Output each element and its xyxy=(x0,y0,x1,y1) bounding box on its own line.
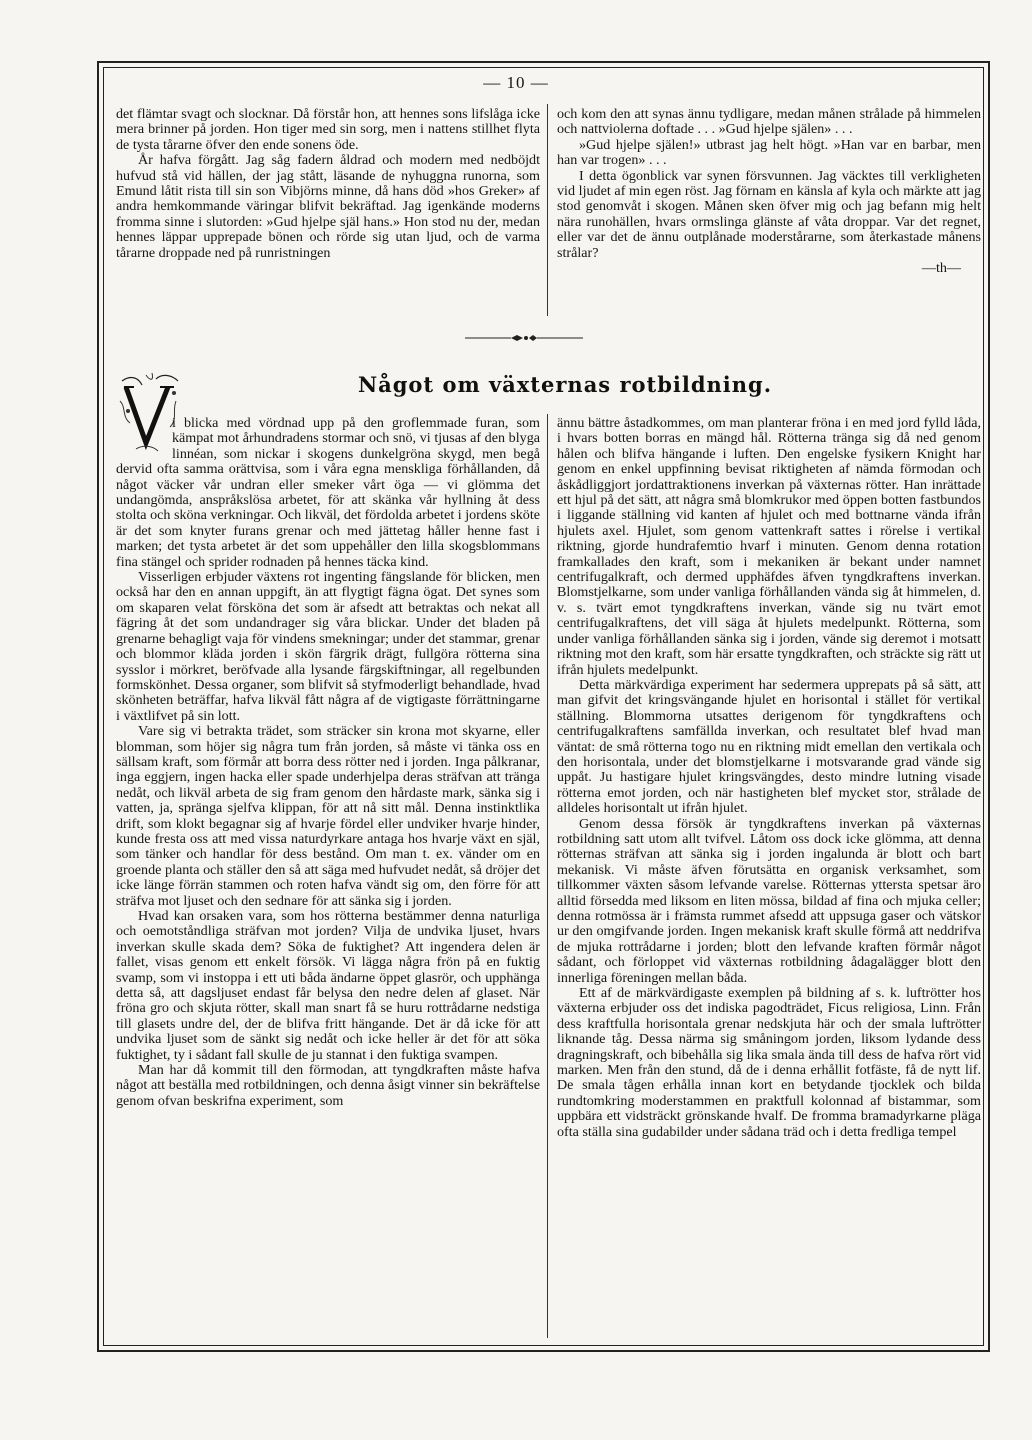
previous-article-end-right-column xyxy=(557,107,981,317)
page-number: — 10 — xyxy=(483,73,549,92)
column-divider-top xyxy=(547,104,548,316)
paragraph: Hvad kan orsaken vara, som hos rötterna bestämmer denna naturliga och oemotståndliga sträfvan mot jorden? Vilja de undvika ljuset, hvars inverkan skulle skada dem? Söka de fuktighet? Att ingendera delen är fallet, visas genom ett enkelt försök. Vi lägga några frön på en fuktig svamp, som vi instoppa i ett uti båda ändarne öppet glasrör, och upphänga detta så, att dagsljuset endast får belysa den nedre delen af glaset. När fröna gro och skjuta rötter, skall man snart få se huru rottrådarne nedstiga till glasets undre del, der de blifva fritt hängande. Det är då icke för att undvika ljuset som de sänkt sig nedåt och icke heller är det för att söka fuktighet, ty i sådant fall skulle de ju stannat i den fuktiga svampen. xyxy=(116,908,540,1063)
paragraph: År hafva förgått. Jag såg fadern åldrad och modern med nedböjdt hufvud stå vid hällen, der jag stått, läsande de nyhuggna runorna, som Emund låtit rista till sin son Vibjörns minne, då hans död »hos Greker» af andra hemkommande väringar blifvit bekräftad. Jag igenkände moderns fromma sinne i slutorden: »Gud hjelpe själ hans.» Hon stod nu der, medan hennes läppar upprepade bönen och rörde sig utan ljud, och de varma tårarne droppade ned på runristningen xyxy=(116,152,540,261)
author-signature: —th— xyxy=(921,260,961,277)
paragraph: Ett af de märkvärdigaste exemplen på bildning af s. k. luftrötter hos växterna erbjuder oss det indiska pagodträdet, Ficus religiosa, Linn. Från dess kraftfulla horisontala grenar nedskjuta här och der smala luftrötter liknande tåg. Dessa närma sig småningom jorden, liksom lydande dess dragningskraft, och bibehålla sig lika smala ända till dess de hafva rört vid marken. Men från den stund, då de i denna erhållit fotfäste, få de nytt lif. De smala tågen erhålla innan kort en betydande tjocklek och bilda rundtomkring moderstammen en praktfull kolonnad af bistammar, som uppbära ett vidsträckt grönskande hvalf. De fromma bramadyrkarne pläga ofta ställa sina gudabilder under sådana träd och i detta fredliga tempel xyxy=(557,985,981,1140)
previous-article-end-left-column xyxy=(116,107,540,317)
paragraph: »Gud hjelpe själen!» utbrast jag helt högt. »Han var en barbar, men han var trogen» . . . xyxy=(557,136,981,169)
opening-paragraph xyxy=(116,416,540,570)
paragraph: I detta ögonblick var synen försvunnen. Jag väcktes till verkligheten vid ljudet af min egen röst. Jag förnam en känsla af kyla och märkte att jag stod genomvåt i skogen. Månen sken öfver mig och jag befann mig helt nära runohällen, hvars ormslinga glänste af våta droppar. Var det regnet, eller var det de ännu outplånade moderstårarne, som återkastade månens strålar? xyxy=(557,167,981,261)
dropcap-space xyxy=(116,416,172,460)
opening-paragraph-text: i blicka med vördnad upp på den groflemmade furan, som kämpat mot århundradens stormar och snö, vi tjusas af den blyga linnéan, som nickar i skogens dunkelgröna skygd, men begå dervid ofta samma orättvisa, som i våra egna menskliga förhållanden, då något väcker vår undran eller smeker vårt öga — vi glömma det undangömda, anspråkslösa arbetet, för att skänka vår hyllning åt dess stolta och sköna verkningar. Och likväl, det fördolda arbetet i jordens sköte är det som knyter furans grenar och med jättetag håller henne fast i marken; det tysta arbetet är det som uppehåller den lilla skogsblommans fina stängel och sprider rodnaden på hennes täcka kind. xyxy=(116,416,540,570)
article-right-column xyxy=(557,416,981,1340)
article-left-column xyxy=(116,416,540,1340)
paragraph: det flämtar svagt och slocknar. Då förstår hon, att hennes sons lifslåga icke mera brinner på jorden. Hon tiger med sin sorg, men i nattens stillhet flyta de tysta tårarne öfver den ende sonens öde. xyxy=(116,107,540,153)
paragraph: Visserligen erbjuder växtens rot ingenting fängslande för blicken, men också har den en annan uppgift, än att flygtigt fägna ögat. Det synes som om skaparen velat försköna det som är afsedt att betraktas och nekat all fägring åt det som undandrager sig våra blickar. Under det bladen på grenarne behagligt vaja för vindens smekningar; under det stammar, grenar och blommor kläda jorden i skön färgrik drägt, fullgöra rötterna sina sysslor i mörkret, beröfvade alla lysande färgskiftningar, all regelbunden formskönhet. Dessa organer, som blifvit så styfmoderligt behandlade, hvad skönheten beträffar, hafva likväl fått några af de vigtigaste förrättningarne i växtlifvet på sin lott. xyxy=(116,569,540,724)
paragraph: ännu bättre åstadkommes, om man planterar fröna i en med jord fylld låda, i hvars botten borras en mängd hål. Rötterna tränga sig då ned genom hålen och blifva hängande i luften. Den engelske fysikern Knight har genom en enkel uppfinning bevisat riktigheten af nämda förmodan och åskådliggjort jordattraktionens inverkan på växternas rötter. Han inrättade ett hjul på det sätt, att några små blomkrukor med öppen botten fastbundos i liggande ställning vid kanten af hjulet och med bottnarne vända ifrån hjulets axel. Hjulet, som genom vattenkraft sattes i rörelse i vertikal riktning, gjorde hundrafemtio hvarf i minuten. Genom denna rotation framkallades den kraft, som i mekaniken är bekant under namnet centrifugalkraft, och dermed upphäfdes äfven tyngdkraftens inverkan. Blomstjelkarne, som under vanliga förhållanden vända sig åt himmelen, d. v. s. tvärt emot tyngdkraftens inverkan, vände sig nu tvärt emot centrifugalkraftens, det vill säga åt hjulets medelpunkt. Rötterna, som under vanliga förhållanden sänka sig i jorden, vände sig deremot i motsatt riktning mot den kraft, som här ersatte tyngdkraften, och sträckte sig rätt ut ifrån hjulets medelpunkt. xyxy=(557,416,981,678)
column-divider-main xyxy=(547,414,548,1338)
paragraph: Genom dessa försök är tyngdkraftens inverkan på växternas rotbildning satt utom allt tvifvel. Låtom oss dock icke glömma, att denna rötternas sträfvan att sänka sig i jorden ingalunda är blott och bart mekanisk. Vi måste äfven förutsätta en organisk verksamhet, som tillkommer växten såsom lefvande varelse. Rötternas yttersta spetsar äro alltid försedda med liksom en liten mössa, bildad af fina och mjuka celler; denna rotmössa är i främsta rummet afsedd att uppsuga gaser och vätskor ur den omgifvande jorden. Ingen mekanisk kraft skulle förmå att neddrifva de mjuka rottrådarne i jorden; blott den lefvande kraften förmår något sådant, och förloppet vid växternas rotbildning ådagalägger blott den innerliga föreningen mellan båda. xyxy=(557,815,981,986)
paragraph: Detta märkvärdiga experiment har sedermera upprepats på så sätt, att man gifvit det kringsvängande hjulet en horisontal i stället för vertikal ställning. Blommorna utsattes derigenom för tyngdkraftens och centrifugalkraftens samfällda inverkan, och resultatet blef hvad man väntat: de små rötterna togo nu en riktning midt emellan den vertikala och den horisontala, under det blomstjelkarne i motsvarande grad vände sig uppåt. Ju hastigare hjulet kringsvängdes, desto mindre lutning visade rötterna emot jorden, och när hastigheten blef mycket stor, strålade de alldeles horisontalt ut ifrån hjulet. xyxy=(557,676,981,817)
section-divider-ornament xyxy=(465,333,583,343)
article-title: Något om växternas rotbildning. xyxy=(357,372,773,397)
paragraph: och kom den att synas ännu tydligare, medan månen strålade på himmelen och nattviolerna doftade . . . »Gud hjelpe själen» . . . xyxy=(557,107,981,138)
paragraph: Vare sig vi betrakta trädet, som sträcker sin krona mot skyarne, eller blomman, som höjer sig några tum från jorden, så måste vi tänka oss en sällsam kraft, som förmår att borra dess rötter ned i jorden. Inga pålkranar, inga eggjern, ingen hacka eller spade underhjelpa deras sträfvan att tränga nedåt, och likväl arbeta de sig fram genom den hårdaste mark, sänka sig i vatten, ja, spränga sjelfva klippan, för att nå sitt mål. Denna instinktlika drift, som klokt begagnar sig af hvarje fördel eller undviker hvarje hinder, kunde fresta oss att med vissa naturdyrkare antaga hos hvarje växt en själ, som tänker och handlar för dess bestånd. Om man t. ex. vänder om en groende planta och ställer den så att säga med hufvudet nedåt, så dröjer det icke länge förrän stammen och roten hafva vändt sig om, den förre för att sträfva mot ljuset och den sednare för att sänka sig i jorden. xyxy=(116,723,540,909)
paragraph: Man har då kommit till den förmodan, att tyngdkraften måste hafva något att beställa med rotbildningen, och denna åsigt vinner sin bekräftelse genom ofvan beskrifna experiment, som xyxy=(116,1062,540,1109)
